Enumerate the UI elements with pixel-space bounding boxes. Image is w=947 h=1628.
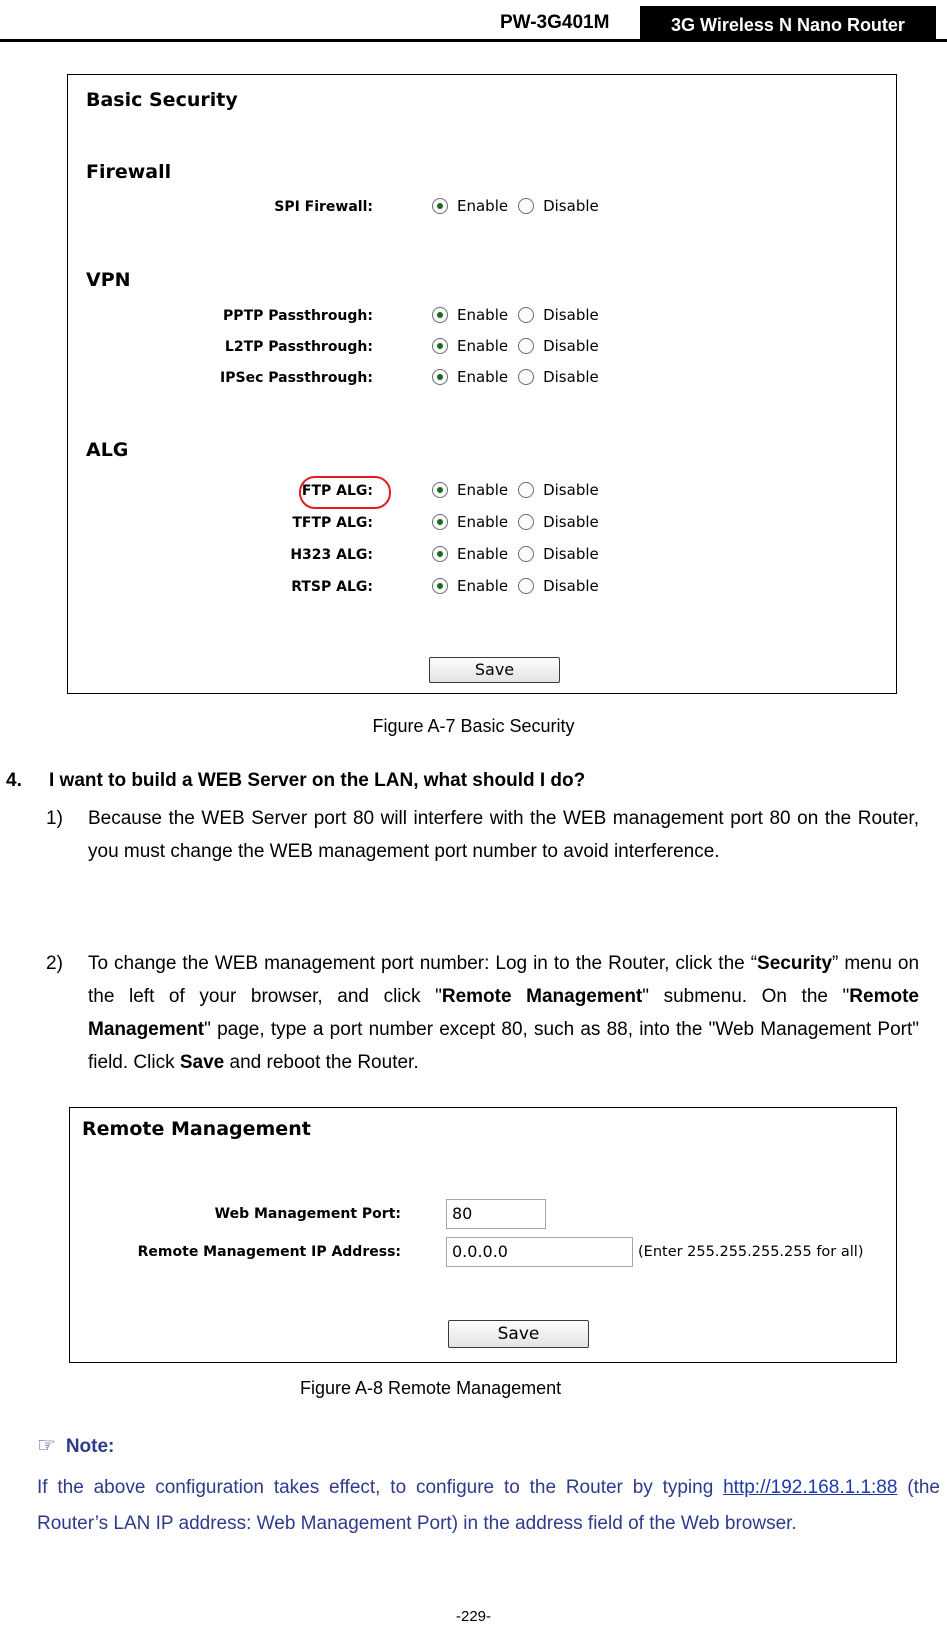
- enable-label: Enable: [457, 577, 509, 595]
- spi-firewall-disable-radio[interactable]: [518, 198, 534, 214]
- spi-firewall-enable-radio[interactable]: [432, 198, 448, 214]
- l2tp-disable-radio[interactable]: [518, 338, 534, 354]
- enable-label: Enable: [457, 306, 509, 324]
- tftp-alg-disable-radio[interactable]: [518, 514, 534, 530]
- h323-alg-radio-group: [432, 545, 609, 563]
- enable-label: Enable: [457, 513, 509, 531]
- disable-label: Disable: [543, 337, 599, 355]
- note-heading: [37, 1433, 114, 1458]
- step-2-text: To change the WEB management port number: Log in to the Router, click the “Security” menu on the left of your browser, and click "Remote Management" submenu. On the "Remote Management" page, type a port number except 80, such as 88, into the "Web Management Port" field. Click Save and reboot the Router.: [88, 953, 920, 1073]
- disable-label: Disable: [543, 513, 599, 531]
- web-management-port-label: Web Management Port:: [214, 1206, 401, 1222]
- disable-label: Disable: [543, 481, 599, 499]
- enable-label: Enable: [457, 197, 509, 215]
- tftp-alg-enable-radio[interactable]: [432, 514, 448, 530]
- header-rule: [0, 39, 947, 42]
- l2tp-enable-radio[interactable]: [432, 338, 448, 354]
- rtsp-alg-radio-group: [432, 577, 609, 595]
- step-2-number: 2): [46, 953, 63, 974]
- pptp-radio-group: [432, 306, 609, 324]
- firewall-section-title: Firewall: [86, 161, 172, 183]
- remote-management-ip-label: Remote Management IP Address:: [137, 1244, 401, 1260]
- remote-management-ip-input[interactable]: 0.0.0.0: [446, 1237, 633, 1267]
- question-heading: [6, 770, 585, 792]
- l2tp-radio-group: [432, 337, 609, 355]
- note-text: If the above configuration takes effect, to configure to the Router by typing http://192.168.1.1:88 (the Router’s LAN IP address: Web Management Port) in the address field of the Web browser.: [37, 1477, 940, 1534]
- pptp-disable-radio[interactable]: [518, 307, 534, 323]
- alg-section-title: ALG: [86, 439, 129, 461]
- h323-alg-label: H323 ALG:: [290, 547, 373, 563]
- ftp-alg-disable-radio[interactable]: [518, 482, 534, 498]
- step-1-text: Because the WEB Server port 80 will interfere with the WEB management port 80 on the Router, you must change the WEB management port number to avoid interference.: [88, 808, 919, 862]
- page-number: -229-: [455, 1608, 492, 1625]
- basic-security-screenshot: [67, 74, 897, 694]
- enable-label: Enable: [457, 481, 509, 499]
- ftp-alg-radio-group: [432, 481, 609, 499]
- figure-a7-caption: Figure A-7 Basic Security: [372, 716, 575, 736]
- rtsp-alg-enable-radio[interactable]: [432, 578, 448, 594]
- disable-label: Disable: [543, 577, 599, 595]
- enable-label: Enable: [457, 545, 509, 563]
- spi-firewall-label: SPI Firewall:: [274, 199, 373, 215]
- disable-label: Disable: [543, 545, 599, 563]
- rtsp-alg-disable-radio[interactable]: [518, 578, 534, 594]
- enable-label: Enable: [457, 337, 509, 355]
- header-product: 3G Wireless N Nano Router: [640, 6, 936, 42]
- router-url-link[interactable]: http://192.168.1.1:88: [723, 1477, 898, 1498]
- basic-security-title: Basic Security: [86, 89, 238, 111]
- pptp-passthrough-label: PPTP Passthrough:: [223, 308, 373, 324]
- question-number: 4.: [6, 770, 22, 791]
- disable-label: Disable: [543, 368, 599, 386]
- figure-a8-caption: Figure A-8 Remote Management: [300, 1378, 562, 1398]
- ipsec-disable-radio[interactable]: [518, 369, 534, 385]
- h323-alg-enable-radio[interactable]: [432, 546, 448, 562]
- pptp-enable-radio[interactable]: [432, 307, 448, 323]
- enable-label: Enable: [457, 368, 509, 386]
- remote-management-screenshot: [69, 1107, 897, 1363]
- ipsec-passthrough-label: IPSec Passthrough:: [220, 370, 373, 386]
- question-text: I want to build a WEB Server on the LAN, what should I do?: [49, 770, 586, 791]
- ftp-alg-enable-radio[interactable]: [432, 482, 448, 498]
- header-model: PW-3G401M: [500, 12, 610, 33]
- h323-alg-disable-radio[interactable]: [518, 546, 534, 562]
- ip-hint-text: (Enter 255.255.255.255 for all): [638, 1244, 864, 1260]
- web-management-port-input[interactable]: 80: [446, 1199, 546, 1229]
- ipsec-radio-group: [432, 368, 609, 386]
- disable-label: Disable: [543, 197, 599, 215]
- rtsp-alg-label: RTSP ALG:: [291, 579, 373, 595]
- tftp-alg-radio-group: [432, 513, 609, 531]
- l2tp-passthrough-label: L2TP Passthrough:: [224, 339, 373, 355]
- note-title: Note:: [65, 1436, 115, 1457]
- save-button[interactable]: Save: [448, 1320, 589, 1348]
- vpn-section-title: VPN: [86, 269, 131, 291]
- ipsec-enable-radio[interactable]: [432, 369, 448, 385]
- spi-firewall-radio-group: [432, 197, 609, 215]
- pointing-hand-icon: ☞: [37, 1434, 56, 1457]
- ftp-alg-label: FTP ALG:: [301, 483, 373, 499]
- disable-label: Disable: [543, 306, 599, 324]
- save-button[interactable]: Save: [429, 657, 560, 683]
- remote-management-title: Remote Management: [82, 1118, 311, 1140]
- tftp-alg-label: TFTP ALG:: [292, 515, 373, 531]
- step-1-number: 1): [46, 808, 63, 829]
